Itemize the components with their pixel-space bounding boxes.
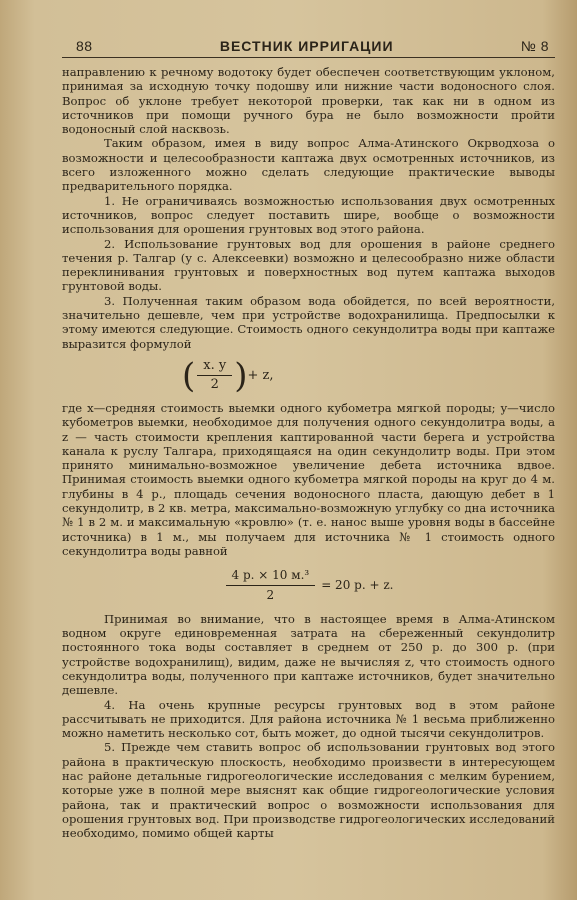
formula-cost	[182, 355, 555, 396]
paragraph: направлению к речному водотоку будет обеспечен соответствующим уклоном, принимая за исходную точку подошву или нижние части водоносного слоя. Вопрос об уклоне требует некоторой проверки, так как ни в одном из источников при помощи ручного бура не было возможности пройти водоносный слой насквозь.	[62, 65, 555, 137]
formula-rest: + z,	[247, 367, 274, 383]
paragraph: 4. На очень крупные ресурсы грунтовых вод в этом районе рассчитывать не приходится. Для района источника № 1 весьма приближенно можно наметить несколько сот, быть может, до одной тысячи секундолитров.	[62, 697, 555, 741]
fraction-numerator: 4 р. × 10 м.³	[226, 568, 316, 585]
page-header	[62, 38, 555, 58]
formula-source-1	[62, 568, 555, 602]
journal-title: ВЕСТНИК ИРРИГАЦИИ	[219, 38, 394, 54]
fraction	[226, 568, 316, 602]
formula-rest: = 20 р. + z.	[321, 577, 394, 592]
close-paren: )	[234, 355, 248, 396]
paragraph: 5. Прежде чем ставить вопрос об использовании грунтовых вод этого района в практическую плоскость, необходимо произвести в интересующем нас районе детальные гидрогеологические исследования с мелким бурением, которые уже в полной мере выяснят как общие гидрогеологические условия района, так и практический вопрос о возможности использования для орошения грунтовых вод. При производстве гидрогеологических исследований необходимо, помимо общей карты	[62, 740, 555, 841]
fraction-numerator: x. y	[197, 359, 232, 376]
paragraph: 2. Использование грунтовых вод для орошения в районе среднего течения р. Талгар (у с. Алексеевки) возможно и целесообразно ниже области переклинивания грунтовых и поверхностных вод путем каптажа выходов грунтовой воды.	[62, 236, 555, 294]
fraction	[197, 359, 232, 393]
paragraph: 1. Не ограничиваясь возможностью использования двух осмотренных источников, вопрос следует поставить шире, вообще о возможности использования для орошения грунтовых вод этого района.	[62, 193, 555, 237]
fraction-denominator: 2	[266, 587, 275, 602]
paragraph: 3. Полученная таким образом вода обойдется, по всей вероятности, значительно дешевле, чем при устройстве водохранилища. Предпосылки к этому имеются следующие. Стоимость одного секундолитра воды при каптаже выразится формулой	[62, 293, 555, 351]
paragraph: Таким образом, имея в виду вопрос Алма-Атинского Окрводхоза о возможности и целесообразности каптажа двух осмотренных источников, из всего изложенного можно сделать следующие практические выводы предварительного порядка.	[62, 136, 555, 194]
paragraph: Принимая во внимание, что в настоящее время в Алма-Атинском водном округе единовременная затрата на сбереженный секундолитр постоянного тока воды составляет в среднем от 250 р. до 300 р. (при устройстве водохранилищ), видим, даже не вычисляя z, что стоимость одного секундолитра воды, полученного при каптаже источников, будет значительно дешевле.	[62, 611, 555, 698]
body-text	[62, 65, 555, 841]
fraction-denominator: 2	[210, 377, 219, 393]
paragraph: где x—средняя стоимость выемки одного кубометра мягкой породы; y—число кубометров выемки, необходимое для получения одного секундолитра воды, а z — часть стоимости крепления каптированной части берега и устройства канала к руслу Талгара, приходящаяся на один секундолитр воды. При этом принято минимально-возможное увеличение дебета источника вдвое. Принимая стоимость выемки одного кубометра мягкой породы на круг до 4 м. глубины в 4 р., площадь сечения водоносного пласта, дающую дебет в 1 секундолитр, в 2 кв. метра, максимально-возможную углубку со дна источника № 1 в 2 м. и максимальную «кровлю» (т. е. нанос выше уровня воды в бассейне источника) в 1 м., мы получаем для источника № 1 стоимость одного секундолитра воды равной	[62, 400, 555, 558]
issue-number: № 8	[520, 38, 549, 54]
open-paren: (	[182, 355, 196, 396]
page-number: 88	[76, 38, 93, 54]
